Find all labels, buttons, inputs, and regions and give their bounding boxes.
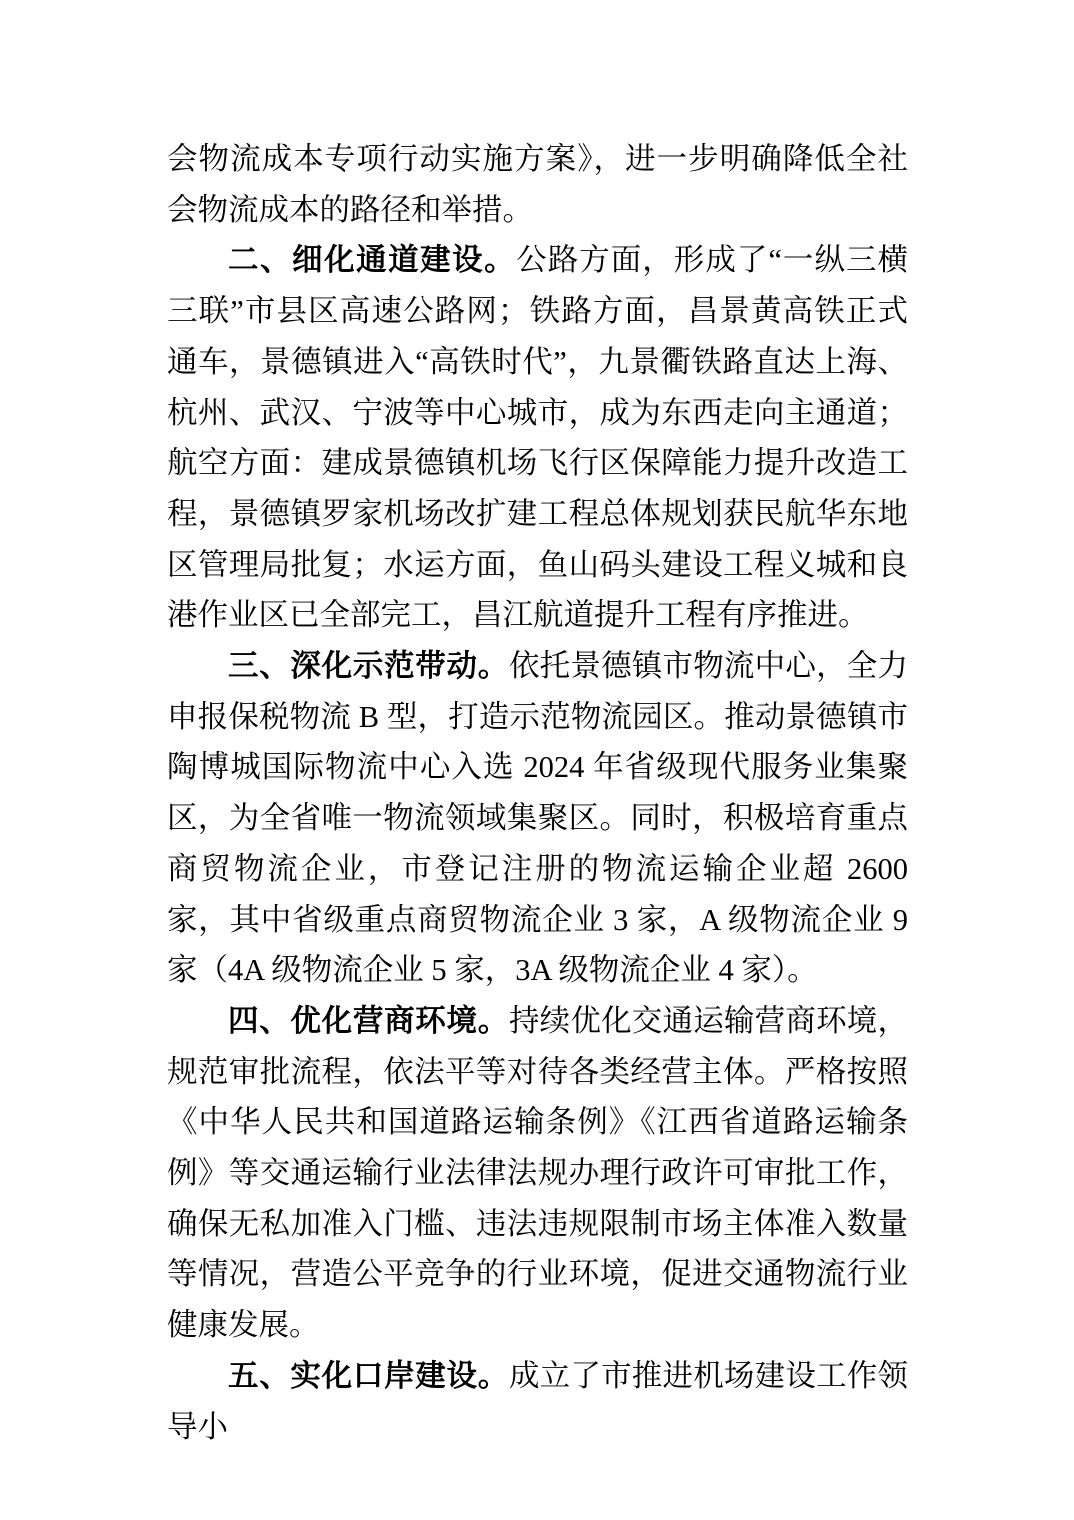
section-heading: 三、深化示范带动。 <box>228 649 509 684</box>
paragraph-text: 会物流成本专项行动实施方案》，进一步明确降低全社会物流成本的路径和举措。 <box>167 142 908 227</box>
paragraph-continuation <box>167 134 908 235</box>
document-body <box>167 134 908 1452</box>
paragraph-text: 成立了市推进机场建设工作领导小 <box>167 1358 909 1444</box>
section-heading: 二、细化通道建设。 <box>228 243 517 278</box>
paragraph-text: 公路方面，形成了“一纵三横三联”市县区高速公路网；铁路方面，昌景黄高铁正式通车，景德镇进入“高铁时代”，九景衢铁路直达上海、杭州、武汉、宁波等中心城市，成为东西走向主通道；航空方面：建成景德镇机场飞行区保障能力提升改造工程，景德镇罗家机场改扩建工程总体规划获民航华东地区管理局批复；水运方面，鱼山码头建设工程义城和良港作业区已全部完工，昌江航道提升工程有序推进。 <box>167 243 908 633</box>
section-heading: 五、实化口岸建设。 <box>228 1358 509 1393</box>
section-heading: 四、优化营商环境。 <box>228 1003 509 1038</box>
paragraph-section-2 <box>167 235 908 641</box>
paragraph-section-5 <box>167 1351 908 1452</box>
paragraph-section-4 <box>167 996 908 1351</box>
paragraph-text: 持续优化交通运输营商环境，规范审批流程，依法平等对待各类经营主体。严格按照《中华人民共和国道路运输条例》《江西省道路运输条例》等交通运输行业法律法规办理行政许可审批工作，确保无私加准入门槛、违法违规限制市场主体准入数量等情况，营造公平竞争的行业环境，促进交通物流行业健康发展。 <box>167 1003 909 1343</box>
paragraph-text: 依托景德镇市物流中心，全力申报保税物流 B 型，打造示范物流园区。推动景德镇市陶博城国际物流中心入选 2024 年省级现代服务业集聚区，为全省唯一物流领域集聚区。同时，积极培育重点商贸物流企业，市登记注册的物流运输企业超 2600 家，其中省级重点商贸物流企业 3 家，A 级物流企业 9 家（4A 级物流企业 5 家，3A 级物流企业 4 家）。 <box>167 649 909 988</box>
paragraph-section-3 <box>167 641 908 996</box>
